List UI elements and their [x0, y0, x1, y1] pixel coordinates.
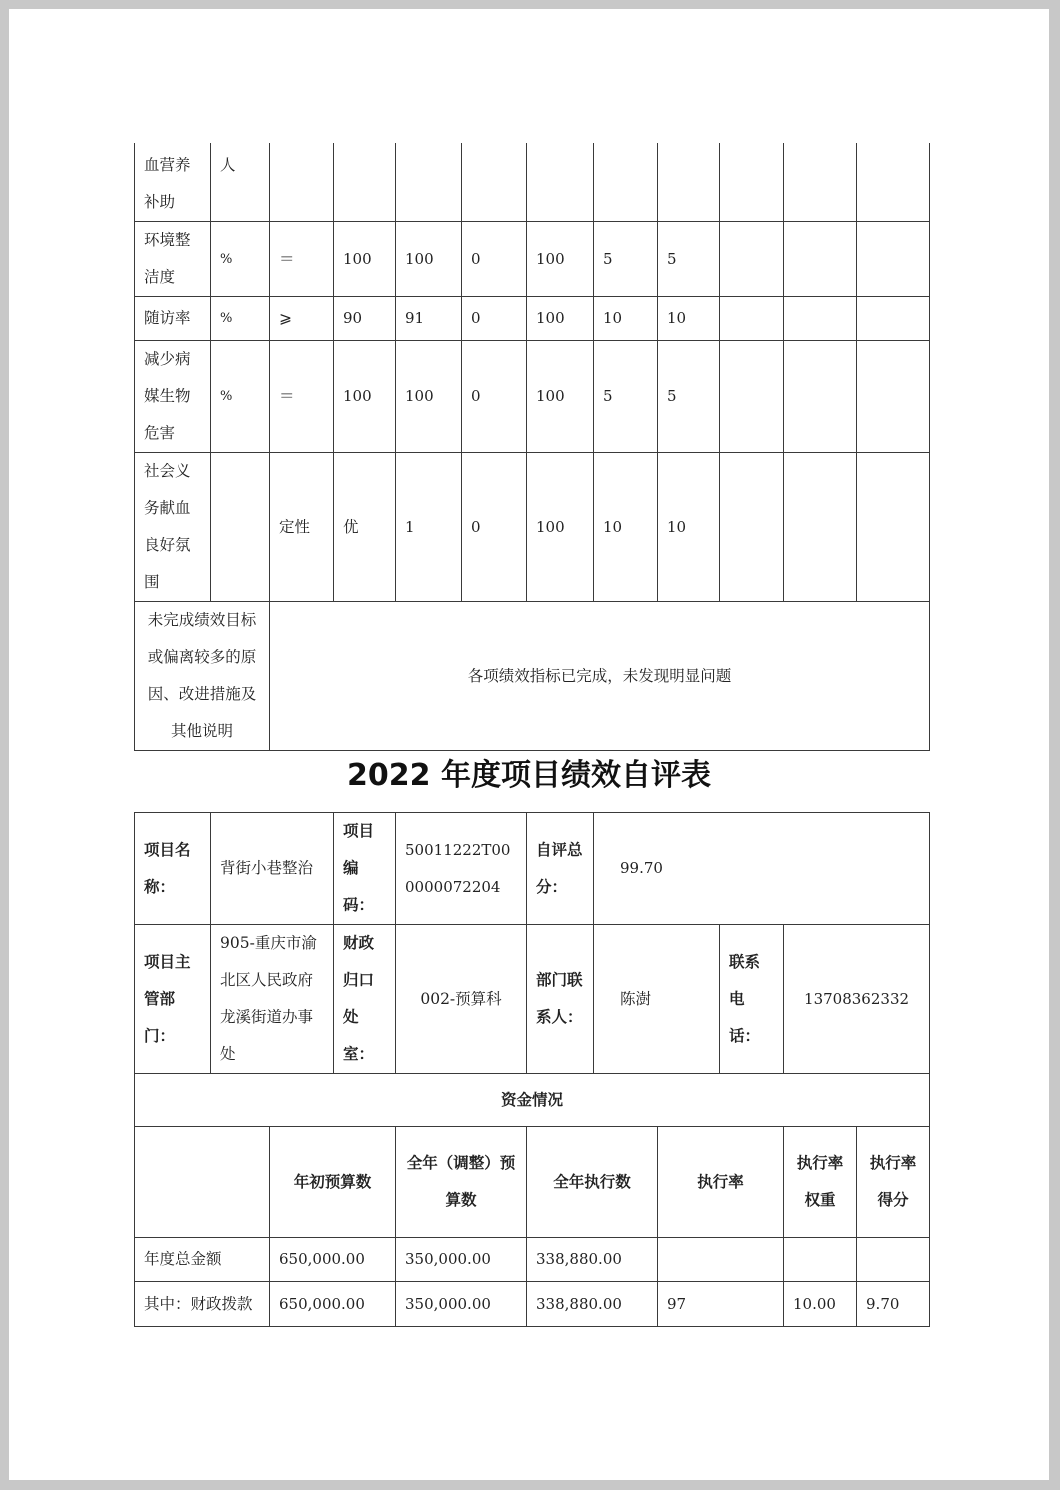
table-row [135, 222, 930, 297]
indicator-actual: 1 [396, 453, 462, 602]
empty-cell [784, 453, 857, 602]
indicator-weight: 10 [594, 453, 658, 602]
empty-cell [857, 297, 930, 341]
empty-cell [720, 222, 784, 297]
exec-rate [658, 1238, 784, 1282]
empty-cell [720, 341, 784, 453]
rate-weight: 10.00 [784, 1282, 857, 1327]
table-row [135, 341, 930, 453]
rate-score: 9.70 [857, 1282, 930, 1327]
indicator-target: 100 [334, 222, 396, 297]
indicator-score: 10 [658, 297, 720, 341]
indicator-operator [270, 143, 334, 222]
empty-cell [784, 341, 857, 453]
table-row [135, 1074, 930, 1127]
table-row [135, 297, 930, 341]
indicator-score-rate: 100 [527, 453, 594, 602]
page-title: 2022 年度项目绩效自评表 [347, 758, 711, 793]
indicator-target: 90 [334, 297, 396, 341]
table-row [135, 1282, 930, 1327]
indicator-score-rate: 100 [527, 341, 594, 453]
indicator-score-rate [527, 143, 594, 222]
office-label: 财政归口处室： [334, 925, 396, 1074]
unfinished-text: 各项绩效指标已完成，未发现明显问题 [270, 602, 930, 751]
indicator-weight: 10 [594, 297, 658, 341]
indicator-actual: 100 [396, 341, 462, 453]
table-row [135, 602, 930, 751]
indicator-deviation: 0 [462, 222, 527, 297]
indicator-operator: ＝ [270, 341, 334, 453]
indicator-operator: 定性 [270, 453, 334, 602]
unfinished-label: 未完成绩效目标或偏离较多的原因、改进措施及其他说明 [135, 602, 270, 751]
table-row [135, 453, 930, 602]
dept-label: 项目主管部门： [135, 925, 211, 1074]
header-exec-rate: 执行率 [658, 1127, 784, 1238]
dept-name: 905-重庆市渝北区人民政府龙溪街道办事处 [211, 925, 334, 1074]
empty-cell [720, 143, 784, 222]
project-self-evaluation-table [134, 812, 930, 1327]
indicator-actual [396, 143, 462, 222]
office-name: 002-预算科 [396, 925, 527, 1074]
rate-score [857, 1238, 930, 1282]
funds-row-label: 年度总金额 [135, 1238, 270, 1282]
indicator-target [334, 143, 396, 222]
phone-label: 联系电话： [720, 925, 784, 1074]
empty-cell [784, 143, 857, 222]
indicator-unit [211, 453, 270, 602]
indicator-name: 血营养补助 [135, 143, 211, 222]
funds-row-label: 其中：财政拨款 [135, 1282, 270, 1327]
indicator-deviation [462, 143, 527, 222]
performance-indicator-table [134, 143, 930, 751]
indicator-score: 5 [658, 341, 720, 453]
adjusted-budget: 350,000.00 [396, 1238, 527, 1282]
empty-cell [857, 341, 930, 453]
contact-label: 部门联系人： [527, 925, 594, 1074]
empty-cell [784, 297, 857, 341]
document-page [9, 9, 1049, 1480]
project-code: 50011222T000000072204 [396, 813, 527, 925]
indicator-unit: % [211, 341, 270, 453]
empty-cell [857, 453, 930, 602]
empty-cell [857, 143, 930, 222]
empty-cell [857, 222, 930, 297]
empty-cell [135, 1127, 270, 1238]
indicator-actual: 91 [396, 297, 462, 341]
indicator-weight [594, 143, 658, 222]
indicator-deviation: 0 [462, 341, 527, 453]
indicator-unit: 人 [211, 143, 270, 222]
total-score-label: 自评总分： [527, 813, 594, 925]
table-row [135, 1238, 930, 1282]
header-executed: 全年执行数 [527, 1127, 658, 1238]
header-rate-score: 执行率得分 [857, 1127, 930, 1238]
indicator-operator: ＝ [270, 222, 334, 297]
indicator-score [658, 143, 720, 222]
phone-number: 13708362332 [784, 925, 930, 1074]
indicator-name: 社会义务献血良好氛围 [135, 453, 211, 602]
indicator-name: 随访率 [135, 297, 211, 341]
indicator-deviation: 0 [462, 453, 527, 602]
table-row [135, 1127, 930, 1238]
indicator-name: 环境整洁度 [135, 222, 211, 297]
indicator-target: 优 [334, 453, 396, 602]
indicator-score: 10 [658, 453, 720, 602]
indicator-operator: ⩾ [270, 297, 334, 341]
table-row [135, 925, 930, 1074]
table-row [135, 813, 930, 925]
indicator-deviation: 0 [462, 297, 527, 341]
executed-amount: 338,880.00 [527, 1238, 658, 1282]
initial-budget: 650,000.00 [270, 1282, 396, 1327]
indicator-actual: 100 [396, 222, 462, 297]
exec-rate: 97 [658, 1282, 784, 1327]
header-rate-weight: 执行率权重 [784, 1127, 857, 1238]
table-row [135, 143, 930, 222]
contact-name: 陈澍 [594, 925, 720, 1074]
indicator-score: 5 [658, 222, 720, 297]
indicator-weight: 5 [594, 222, 658, 297]
indicator-target: 100 [334, 341, 396, 453]
initial-budget: 650,000.00 [270, 1238, 396, 1282]
indicator-unit: % [211, 297, 270, 341]
rate-weight [784, 1238, 857, 1282]
indicator-name: 减少病媒生物危害 [135, 341, 211, 453]
total-score: 99.70 [594, 813, 930, 925]
indicator-weight: 5 [594, 341, 658, 453]
empty-cell [784, 222, 857, 297]
project-code-label: 项目编码： [334, 813, 396, 925]
header-initial-budget: 年初预算数 [270, 1127, 396, 1238]
funds-section-title: 资金情况 [135, 1074, 930, 1127]
project-name: 背街小巷整治 [211, 813, 334, 925]
header-adjusted-budget: 全年（调整）预算数 [396, 1127, 527, 1238]
indicator-unit: % [211, 222, 270, 297]
indicator-score-rate: 100 [527, 297, 594, 341]
empty-cell [720, 297, 784, 341]
project-name-label: 项目名称： [135, 813, 211, 925]
adjusted-budget: 350,000.00 [396, 1282, 527, 1327]
executed-amount: 338,880.00 [527, 1282, 658, 1327]
empty-cell [720, 453, 784, 602]
indicator-score-rate: 100 [527, 222, 594, 297]
